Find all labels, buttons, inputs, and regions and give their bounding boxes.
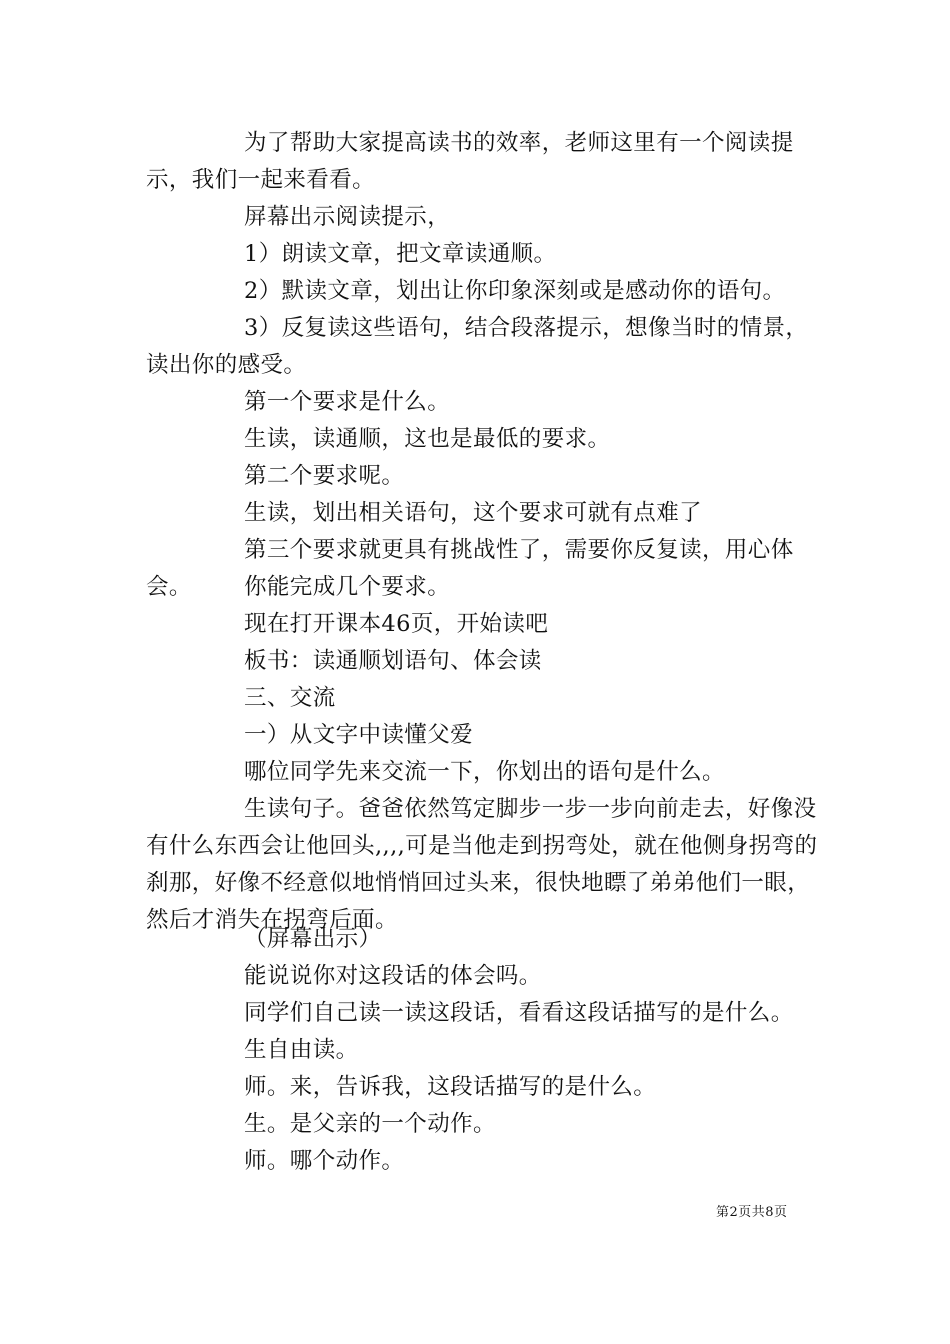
- subsection-heading-fatherly-love: 一）从文字中读懂父爱: [244, 722, 474, 748]
- paragraph-reading-tip-intro: 为了帮助大家提高读书的效率，老师这里有一个阅读提示，我们一起来看看。: [146, 130, 794, 193]
- paragraph-first-requirement: 第一个要求是什么。: [244, 389, 451, 415]
- paragraph-student-answer: 生。是父亲的一个动作。: [244, 1111, 496, 1137]
- paragraph-teacher-which-action: 师。哪个动作。: [244, 1148, 405, 1174]
- paragraph-step-3: 3）反复读这些语句，结合段落提示，想像当时的情景，读出你的感受。: [146, 315, 809, 378]
- paragraph-teacher-ask: 师。来，告诉我，这段话描写的是什么。: [244, 1074, 657, 1100]
- paragraph-second-requirement: 第二个要求呢。: [244, 463, 405, 489]
- paragraph-third-requirement: 第三个要求就更具有挑战性了，需要你反复读，用心体会。: [146, 537, 794, 600]
- paragraph-screen-show: （屏幕出示）: [244, 926, 382, 952]
- paragraph-step-1: 1）朗读文章，把文章读通顺。: [244, 241, 557, 267]
- paragraph-step-2: 2）默读文章，划出让你印象深刻或是感动你的语句。: [244, 278, 786, 304]
- paragraph-how-many: 你能完成几个要求。: [244, 574, 451, 600]
- paragraph-student-sentence: 生读句子。爸爸依然笃定脚步一步一步向前走去，好像没有什么东西会让他回头,,,,可是当他走到拐弯处，就在他侧身拐弯的刹那，好像不经意似地悄悄回过头来，很快地瞟了弟弟他们一眼，然后才消失在拐弯后面。: [146, 796, 818, 933]
- section-heading-exchange: 三、交流: [244, 685, 336, 711]
- paragraph-student-read-1: 生读，读通顺，这也是最低的要求。: [244, 426, 611, 452]
- paragraph-share-feeling: 能说说你对这段话的体会吗。: [244, 963, 542, 989]
- paragraph-student-read-2: 生读，划出相关语句，这个要求可就有点难了: [244, 500, 703, 526]
- paragraph-open-textbook: 现在打开课本46页，开始读吧: [244, 611, 549, 637]
- paragraph-screen-tip: 屏幕出示阅读提示，: [244, 204, 451, 230]
- paragraph-read-yourselves: 同学们自己读一读这段话，看看这段话描写的是什么。: [244, 1000, 794, 1026]
- paragraph-free-reading: 生自由读。: [244, 1037, 359, 1063]
- page-number: 第2页共8页: [716, 1205, 788, 1220]
- paragraph-who-shares: 哪位同学先来交流一下，你划出的语句是什么。: [244, 759, 725, 785]
- paragraph-blackboard: 板书：读通顺划语句、体会读: [244, 648, 542, 674]
